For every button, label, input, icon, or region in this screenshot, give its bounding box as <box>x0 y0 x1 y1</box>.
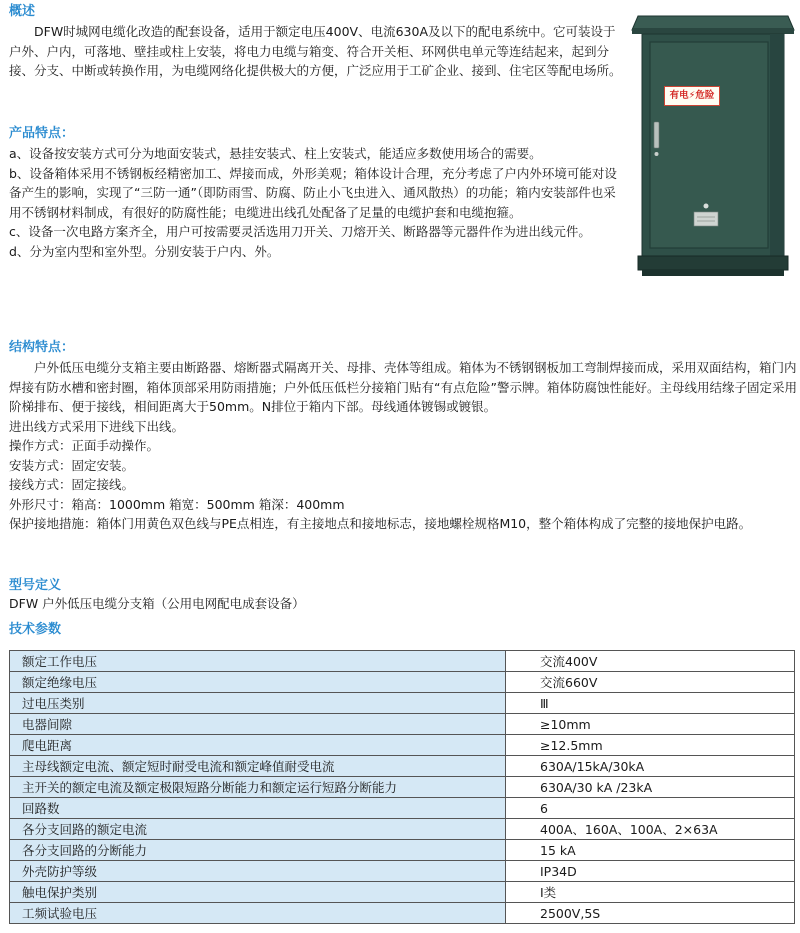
table-row <box>10 819 795 840</box>
cabinet-lock <box>655 152 659 156</box>
spec-value: IP34D <box>506 861 795 882</box>
spec-table <box>9 650 795 924</box>
table-row <box>10 651 795 672</box>
spec-value: 15 kA <box>506 840 795 861</box>
spec-param: 额定绝缘电压 <box>10 672 506 693</box>
model-text <box>9 594 797 614</box>
table-row <box>10 777 795 798</box>
spec-param: 电器间隙 <box>10 714 506 735</box>
cabinet-roof <box>632 16 794 30</box>
overview-heading: 概述 <box>9 4 36 19</box>
features-list <box>9 144 627 261</box>
feature-item-b: b、设备箱体采用不锈钢板经精密加工、焊接而成，外形美观；箱体设计合理，充分考虑了户内外环境可能对设备产生的影响，实现了“三防一通”（即防雨雪、防腐、防止小飞虫进入、通风散热）的功能；箱内安装部件也采用不锈钢材料制成，有很好的防腐性能；电缆进出线孔处配备了足量的电缆护套和电缆抱箍。 <box>9 165 617 220</box>
model-heading: 型号定义 <box>9 578 62 593</box>
spec-value: 交流660V <box>506 672 795 693</box>
table-row <box>10 735 795 756</box>
cabinet-plinth <box>642 270 784 276</box>
spec-value: ≥10mm <box>506 714 795 735</box>
structure-line-dimensions: 外形尺寸：箱高：1000mm 箱宽：500mm 箱深：400mm <box>9 496 345 512</box>
spec-value: 交流400V <box>506 651 795 672</box>
spec-param: 各分支回路的分断能力 <box>10 840 506 861</box>
structure-paragraph: 户外低压电缆分支箱主要由断路器、熔断器式隔离开关、母排、壳体等组成。箱体为不锈钢钢板加工弯制焊接而成，采用双面结构，箱门内焊接有防水槽和密封圈，箱体顶部采用防雨措施；户外低压低栏分接箱门贴有“有点危险”警示牌。箱体防腐蚀性能好。主母线用结缘子固定采用阶梯排布、便于接线，相间距离大于50mm。N排位于箱内下部。母线通体镀锡或镀银。 <box>9 360 797 414</box>
cabinet-base <box>638 256 788 270</box>
spec-param: 外壳防护等级 <box>10 861 506 882</box>
specs-heading: 技术参数 <box>9 622 62 637</box>
structure-line-installation: 安装方式：固定安装。 <box>9 457 135 473</box>
spec-param: 工频试验电压 <box>10 903 506 924</box>
table-row <box>10 861 795 882</box>
spec-value: Ⅲ <box>506 693 795 714</box>
model-definition: DFW 户外低压电缆分支箱（公用电网配电成套设备） <box>9 596 305 611</box>
table-row <box>10 693 795 714</box>
table-row <box>10 714 795 735</box>
spec-param: 额定工作电压 <box>10 651 506 672</box>
table-row <box>10 903 795 924</box>
spec-param: 爬电距离 <box>10 735 506 756</box>
distribution-cabinet-image <box>628 4 798 280</box>
spec-param: 主母线额定电流、额定短时耐受电流和额定峰值耐受电流 <box>10 756 506 777</box>
spec-value: 400A、160A、100A、2×63A <box>506 819 795 840</box>
spec-value: 2500V,5S <box>506 903 795 924</box>
table-row <box>10 798 795 819</box>
cabinet-nameplate <box>694 212 718 226</box>
structure-heading: 结构特点： <box>9 340 75 355</box>
spec-value: ≥12.5mm <box>506 735 795 756</box>
spec-param: 触电保护类别 <box>10 882 506 903</box>
spec-param: 过电压类别 <box>10 693 506 714</box>
cabinet-roof-edge <box>632 28 794 34</box>
spec-value: Ⅰ类 <box>506 882 795 903</box>
structure-text <box>9 358 797 534</box>
feature-item-a: a、设备按安装方式可分为地面安装式，悬挂安装式、柱上安装式，能适应多数使用场合的需要。 <box>9 146 542 161</box>
spec-value: 6 <box>506 798 795 819</box>
table-row <box>10 882 795 903</box>
overview-paragraph: DFW时城网电缆化改造的配套设备，适用于额定电压400V、电流630A及以下的配电系统中。它可装设于户外、户内，可落地、壁挂或柱上安装，将电力电缆与箱变、符合开关柜、环网供电单元等连结起来，起到分接、分支、中断或转换作用，为电缆网络化提供极大的方便，广泛应用于工矿企业、接到、住宅区等配电场所。 <box>9 24 622 78</box>
structure-line-connection: 接线方式：固定接线。 <box>9 477 135 492</box>
overview-text <box>9 22 627 81</box>
structure-line-operation: 操作方式：正面手动操作。 <box>9 438 160 453</box>
feature-item-c: c、设备一次电路方案齐全，用户可按需要灵活选用刀开关、刀熔开关、断路器等元器件作为进出线元件。 <box>9 224 591 239</box>
spec-value: 630A/30 kA /23kA <box>506 777 795 798</box>
feature-item-d: d、分为室内型和室外型。分别安装于户内、外。 <box>9 243 280 259</box>
spec-param: 各分支回路的额定电流 <box>10 819 506 840</box>
danger-warning-sign: 有电⚡危险 <box>664 86 720 106</box>
spec-param: 回路数 <box>10 798 506 819</box>
features-heading: 产品特点： <box>9 126 75 141</box>
cabinet-side-shade <box>770 34 784 256</box>
table-row <box>10 756 795 777</box>
structure-line-wiring: 进出线方式采用下进线下出线。 <box>9 418 185 434</box>
structure-line-grounding: 保护接地措施：箱体门用黄色双色线与PE点相连，有主接地点和接地标志，接地螺栓规格M10，整个箱体构成了完整的接地保护电路。 <box>9 516 752 531</box>
cabinet-logo-badge <box>704 204 709 209</box>
table-row <box>10 672 795 693</box>
table-row <box>10 840 795 861</box>
spec-param: 主开关的额定电流及额定极限短路分断能力和额定运行短路分断能力 <box>10 777 506 798</box>
spec-value: 630A/15kA/30kA <box>506 756 795 777</box>
cabinet-handle <box>654 122 659 148</box>
